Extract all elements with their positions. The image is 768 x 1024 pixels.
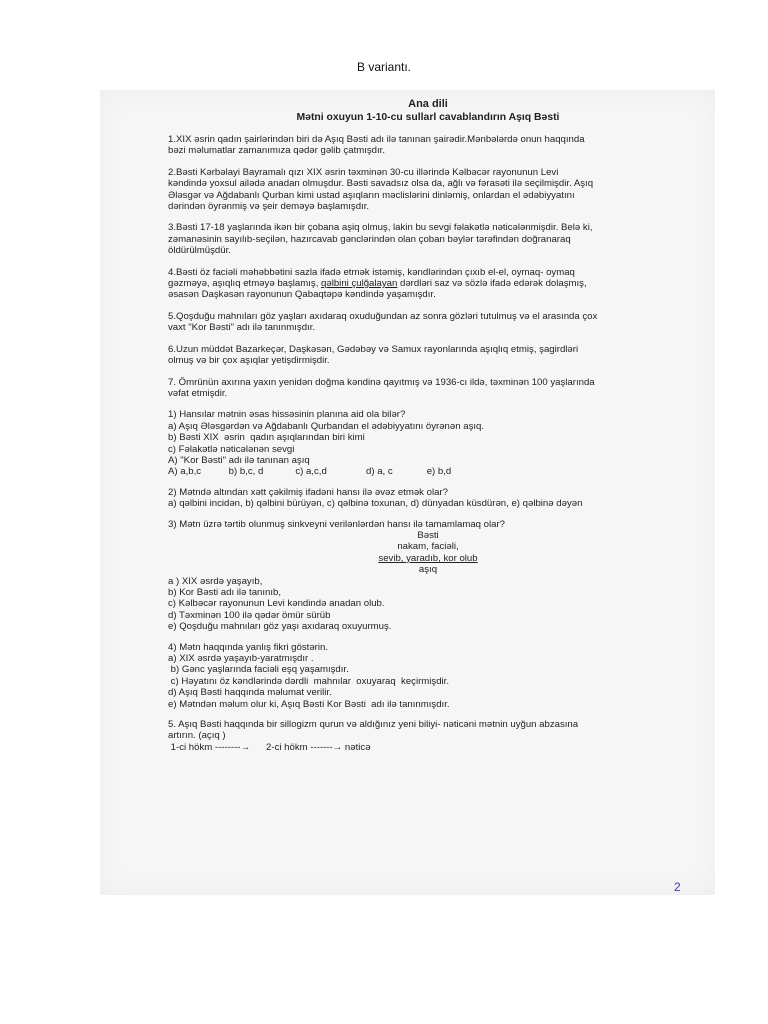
option-line: a ) XIX əsrdə yaşayıb,	[168, 575, 263, 587]
question-5-line: 5. Aşıq Bəsti haqqında bir sillogizm qurun və aldığınız yeni biliyi- nəticəni mətnin uyğun abzasına	[168, 719, 579, 731]
page-number: 2	[674, 880, 681, 894]
question-4-text: 4) Mətn haqqında yanlış fikri göstərin.	[168, 641, 328, 653]
option-line: e) Mətndən məlum olur ki, Aşıq Bəsti Kor Bəsti adı ilə tanınmışdır.	[168, 698, 450, 710]
document-subtitle: Mətni oxuyun 1-10-cu sullarl cavablandırın Aşıq Bəsti	[296, 112, 560, 123]
cinquain-line: nakam, faciəli,	[397, 541, 459, 553]
paragraph-line: vəfat etmişdir.	[168, 387, 228, 399]
text-paragraphs	[168, 134, 688, 399]
paragraph-line: 3.Bəsti 17-18 yaşlarında ikən bir çobana aşiq olmuş, lakin bu sevgi fəlakətlə nəticələnmişdir. Belə ki,	[168, 222, 593, 234]
paragraph-line: kəndində yoxsul ailədə anadan olmuşdur. Bəsti savadsız olsa da, ağlı və fərasəti ilə seçilmişdir. Aşıq	[168, 178, 594, 190]
cinquain-line: aşıq	[418, 564, 438, 576]
question-3	[168, 519, 688, 633]
option-line: a) XIX əsrdə yaşayıb-yaratmışdır .	[168, 653, 314, 665]
paragraph-line: 1.XIX əsrin qadın şairlərindən biri də Aşıq Bəsti adı ilə tanınan şairədir.Mənbələrdə onun haqqında	[168, 134, 585, 145]
option-line: c) Fəlakətlə nəticələnən sevgi	[168, 443, 295, 455]
text-paragraph	[168, 222, 688, 256]
question-2	[168, 487, 688, 510]
answer-option: A) a,b,c	[168, 466, 202, 478]
paragraph-line: bəzi məlumatlar zamanımıza qədər gəlib çatmışdır.	[168, 145, 386, 157]
question-1-answers	[168, 466, 688, 477]
paragraph-line: 4.Bəsti öz faciəli məhəbbətini sazla ifadə etmək istəmiş, kəndlərindən çıxıb el-el, oymaq- oymaq	[168, 266, 575, 278]
option-line: b) Gənc yaşlarında faciəli eşq yaşamışdır.	[168, 664, 349, 676]
question-2-text: 2) Mətndə altından xətt çəkilmiş ifadəni hansı ilə əvəz etmək olar?	[168, 486, 448, 498]
text-paragraph	[168, 134, 688, 157]
paragraph-line: zəmanəsinin sayılıb-seçilən, hazırcavab gənclərindən olan çoban bəylər tərəfindən doğranaraq	[168, 233, 571, 245]
paragraph-line: olmuş və bir çox aşıqlar yetişdirmişdir.	[168, 355, 330, 367]
answer-option: b) b,c, d	[228, 466, 264, 478]
option-line: b) Kor Bəsti adı ilə tanınıb,	[168, 587, 282, 598]
question-3-options	[168, 576, 688, 633]
document-content	[168, 98, 688, 762]
question-1-text: 1) Hansılar mətnin əsas hissəsinin planına aid ola bilər?	[168, 409, 406, 421]
option-line: a) Aşıq Ələsgərdən və Ağdabanlı Qurbandan el ədəbiyyatını öyrənən aşıq.	[168, 420, 485, 432]
option-line: d) Təxminən 100 ilə qədər ömür sürüb	[168, 609, 331, 621]
question-2-answers: a) qəlbini incidən, b) qəlbini bürüyən, c) qəlbinə toxunan, d) dünyadan küsdürən, e) qəlbinə dəyən	[168, 498, 583, 510]
paragraph-line: Ələsgər və Ağdabanlı Qurban kimi ustad aşıqların məclislərini dinləmiş, onlardan el ədəbiyyatını	[168, 189, 575, 201]
variant-title: B variantı.	[356, 60, 412, 74]
underlined-phrase: qəlbini çulğalayan	[321, 278, 398, 290]
paragraph-line: 5.Qoşduğu mahnıları göz yaşları axıdaraq oxuduğundan az sonra gözləri tutulmuş və el arasında çox	[168, 310, 598, 322]
option-line: c) Kəlbəcər rayonunun Levi kəndində anadan olub.	[168, 598, 385, 610]
cinquain-line: Bəsti	[417, 529, 439, 541]
text-paragraph	[168, 377, 688, 400]
text-paragraph	[168, 167, 688, 213]
text-paragraph	[168, 311, 688, 334]
cinquain-line: sevib, yaradıb, kor olub	[378, 552, 478, 564]
paragraph-line: 2.Bəsti Kərbəlayi Bayramalı qızı XIX əsrin təxminən 30-cu illərində Kəlbəcər rayonunun Levi	[168, 166, 559, 178]
paragraph-line: 6.Uzun müddət Bazarkeçər, Daşkəsən, Gədəbəy və Samux rayonlarında aşıqlıq etmiş, şagirdləri	[168, 343, 579, 355]
option-line: d) Aşıq Bəsti haqqında məlumat verilir.	[168, 687, 332, 699]
paragraph-line: əsasən Daşkəsən rayonunun Qabaqtəpə kəndində yaşamışdır.	[168, 289, 436, 301]
question-5-line: artırın. (açıq )	[168, 730, 226, 742]
question-5	[168, 719, 688, 753]
document-title: Ana dili	[408, 98, 448, 110]
answer-option: d) a, c	[366, 466, 393, 478]
answer-option: e) b,d	[426, 466, 452, 478]
paragraph-line: 7. Ömrünün axırına yaxın yenidən doğma kəndinə qayıtmış və 1936-cı ildə, təxminən 100 yaşlarında	[168, 376, 595, 388]
paragraph-line: dərindən öyrənmiş və şeir deməyə başlamışdır.	[168, 201, 370, 213]
question-5-line: 1-ci hökm --------→ 2-ci hökm -------→ nəticə	[168, 741, 371, 753]
question-1	[168, 409, 688, 477]
paragraph-line: gəzməyə, aşıqlıq etməyə başlamış, qəlbini çulğalayan dərdləri saz və sözlə ifadə edərək dolaşmış,	[168, 278, 587, 290]
paragraph-line: öldürülmüşdür.	[168, 245, 231, 257]
text-paragraph	[168, 344, 688, 367]
answer-option: c) a,c,d	[295, 466, 327, 478]
question-3-text: 3) Mətn üzrə tərtib olunmuş sinkveyni verilənlərdən hansı ilə tamamlamaq olar?	[168, 518, 506, 530]
option-line: e) Qoşduğu mahnıları göz yaşı axıdaraq oxuyurmuş.	[168, 621, 392, 633]
option-line: c) Həyatını öz kəndlərində dərdli mahnılar oxuyaraq keçirmişdir.	[168, 675, 450, 687]
question-4-options	[168, 653, 688, 710]
question-1-options	[168, 421, 688, 467]
paragraph-line: vaxt "Kor Bəsti" adı ilə tanınmışdır.	[168, 322, 316, 334]
option-line: A) "Kor Bəsti" adı ilə tanınan aşıq	[168, 454, 310, 466]
text-paragraph	[168, 267, 688, 301]
option-line: b) Bəsti XIX əsrin qadın aşıqlarından biri kimi	[168, 432, 365, 444]
question-4	[168, 642, 688, 710]
